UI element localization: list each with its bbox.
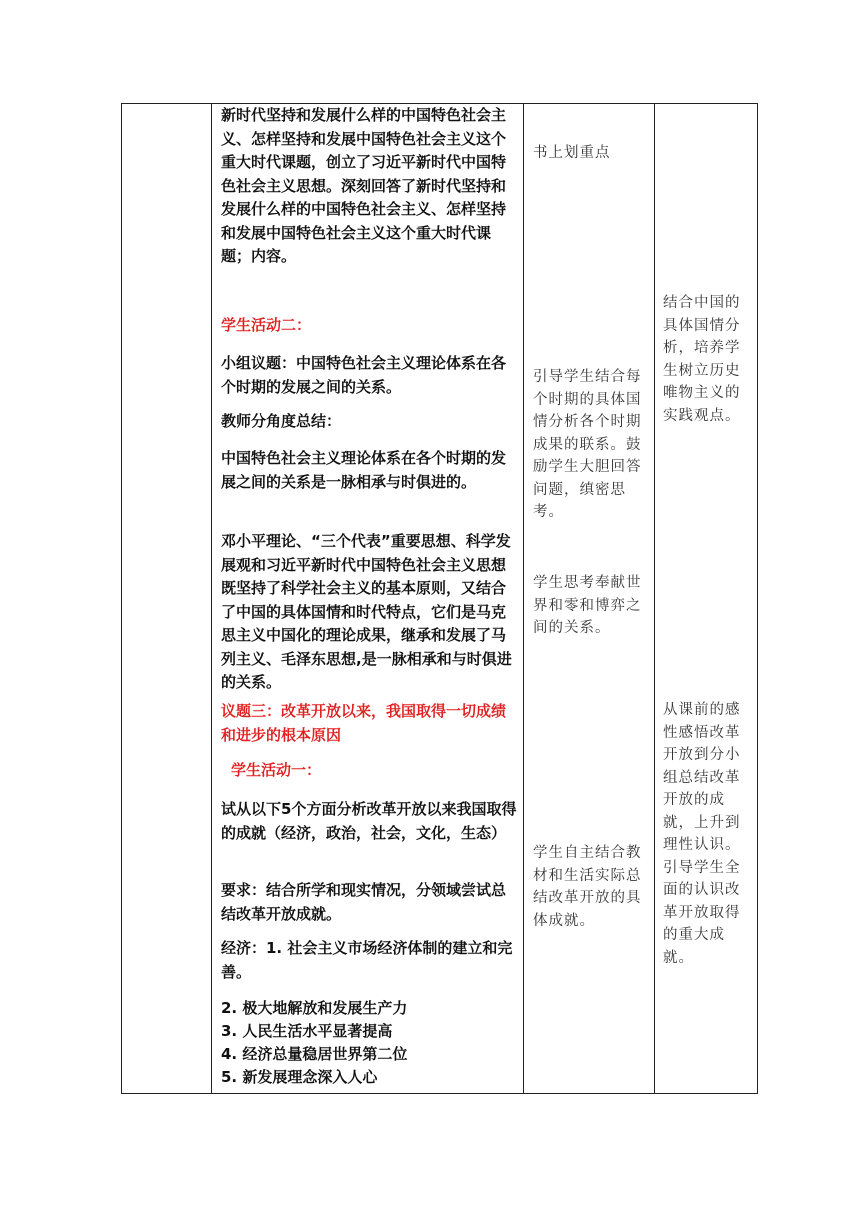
note-guide-students: 引导学生结合每个时期的具体国情分析各个时期成果的联系。鼓励学生大胆回答问题，缜密思考。: [533, 369, 642, 520]
analysis-task: 试从以下5个方面分析改革开放以来我国取得的成就（经济，政治，社会，文化，生态）: [221, 800, 517, 842]
column-1-cell: [122, 104, 211, 1093]
economy-item-4: 4. 经济总量稳居世界第二位: [221, 1045, 408, 1063]
activity-2-title: 学生活动二：: [221, 316, 312, 334]
economy-item-5: 5. 新发展理念深入人心: [221, 1068, 378, 1086]
teacher-summary-label: 教师分角度总结：: [221, 412, 342, 430]
activity-1-title: 学生活动一：: [231, 761, 322, 779]
intent-reform-achievements: 从课前的感性感悟改革开放到分小组总结改革开放的成就，上升到理性认识。引导学生全面的认识改革开放取得的重大成就。: [663, 702, 741, 966]
design-intent-cell: [663, 104, 753, 1093]
column-divider: [211, 104, 212, 1093]
note-student-thinking: 学生思考奉献世界和零和博弈之间的关系。: [533, 575, 642, 636]
summary-paragraph-2: 邓小平理论、“三个代表”重要思想、科学发展观和习近平新时代中国特色社会主义思想既坚持了科学社会主义的基本原则，又结合了中国的具体国情和时代特点，它们是马克思主义中国化的理论成果，继承和发展了马列主义、毛泽东思想,是一脉相承和与时俱进的关系。: [221, 532, 512, 691]
group-topic: 小组议题：中国特色社会主义理论体系在各个时期的发展之间的关系。: [221, 354, 507, 396]
column-divider: [523, 104, 524, 1093]
column-divider: [654, 104, 655, 1093]
note-highlight: 书上划重点: [533, 145, 611, 161]
note-student-summary: 学生自主结合教材和生活实际总结改革开放的具体成就。: [533, 845, 642, 929]
economy-item-1: 经济：1. 社会主义市场经济体制的建立和完善。: [221, 939, 513, 981]
lesson-plan-table: [121, 103, 758, 1094]
teaching-content-cell: [221, 104, 519, 1093]
economy-item-3: 3. 人民生活水平显著提高: [221, 1022, 393, 1040]
requirement: 要求：结合所学和现实情况，分领域尝试总结改革开放成就。: [221, 881, 507, 923]
economy-item-2: 2. 极大地解放和发展生产力: [221, 999, 408, 1017]
intro-paragraph: 新时代坚持和发展什么样的中国特色社会主义、怎样坚持和发展中国特色社会主义这个重大时代课题，创立了习近平新时代中国特色社会主义思想。深刻回答了新时代坚持和发展什么样的中国特色社会主义、怎样坚持和发展中国特色社会主义这个重大时代课题；内容。: [221, 106, 507, 265]
summary-paragraph-1: 中国特色社会主义理论体系在各个时期的发展之间的关系是一脉相承与时俱进的。: [221, 449, 507, 491]
intent-national-conditions: 结合中国的具体国情分析，培养学生树立历史唯物主义的实践观点。: [663, 295, 741, 424]
topic-3-title: 议题三：改革开放以来，我国取得一切成绩和进步的根本原因: [221, 702, 507, 744]
activity-notes-cell: [533, 104, 649, 1093]
